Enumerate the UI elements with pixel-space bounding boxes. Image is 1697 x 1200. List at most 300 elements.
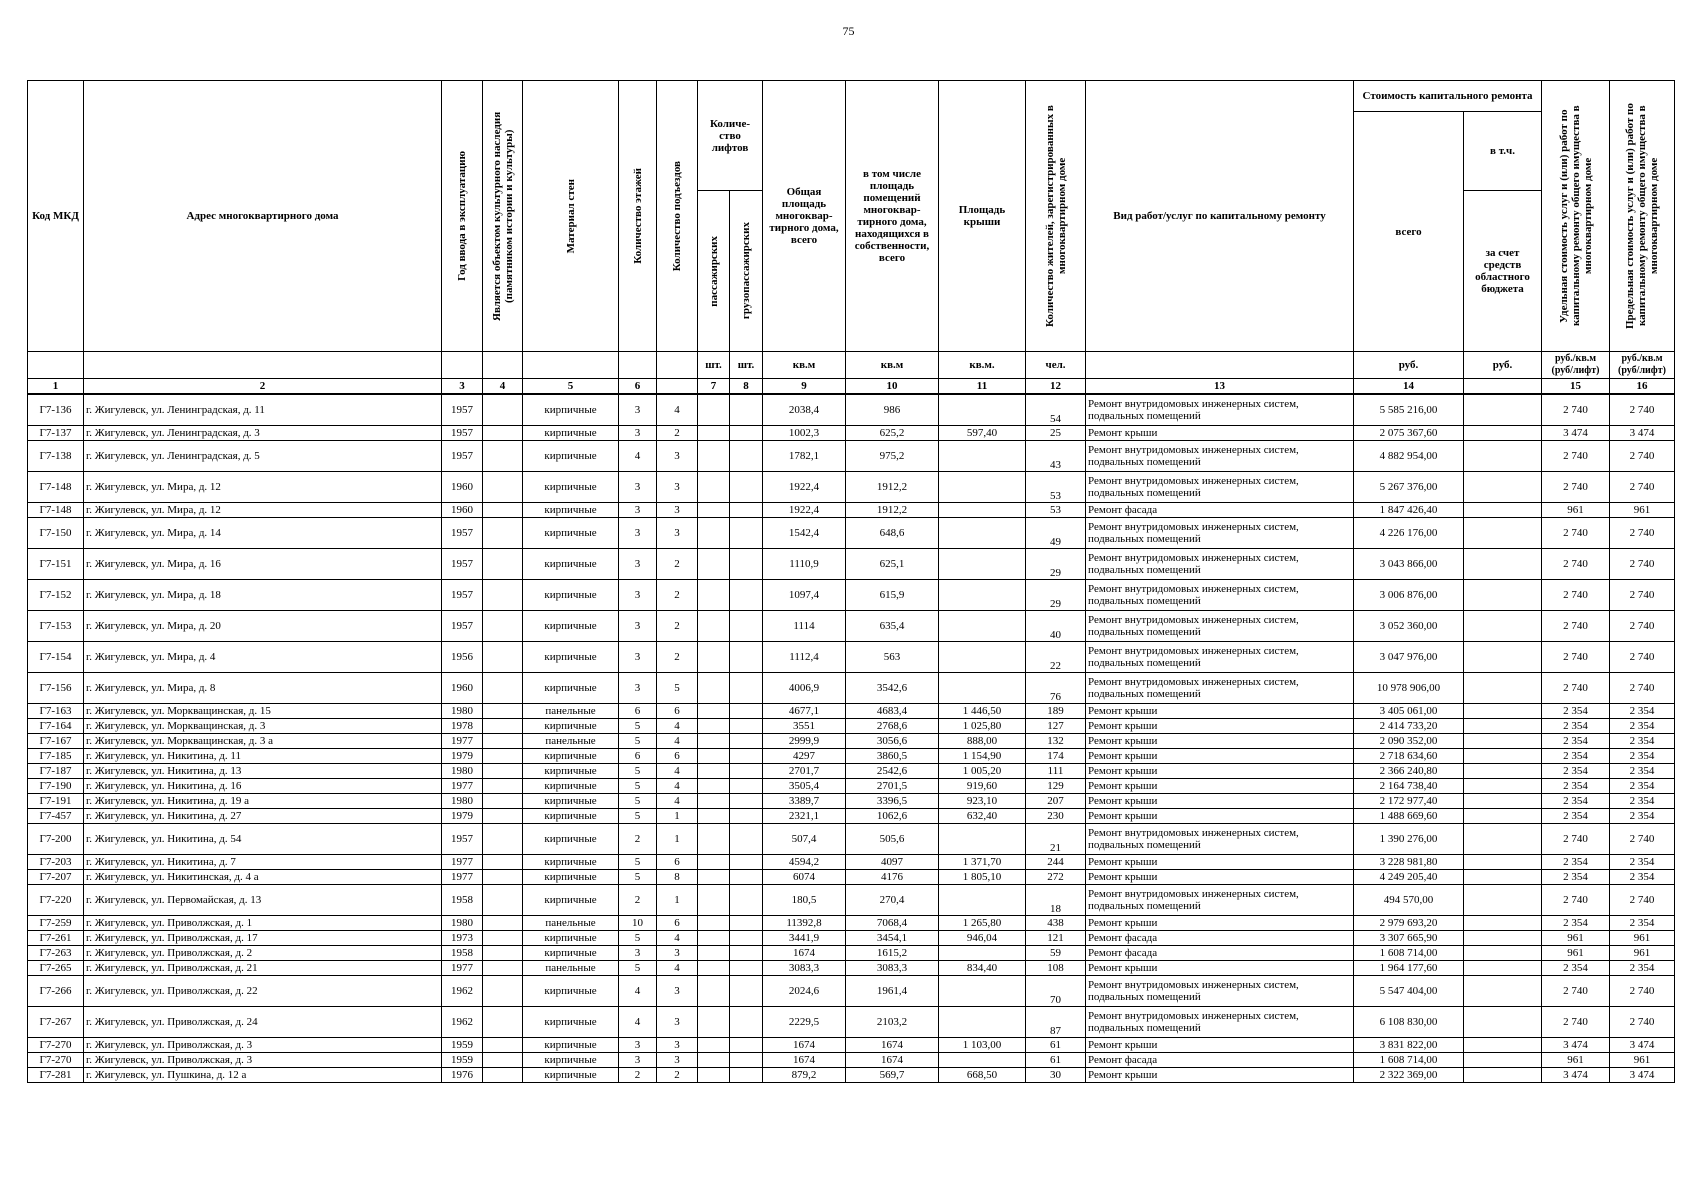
cell-unit-cost: 2 354 — [1542, 764, 1610, 779]
cell-code: Г7-148 — [28, 472, 84, 503]
cell-code: Г7-457 — [28, 809, 84, 824]
cell-address: г. Жигулевск, ул. Никитина, д. 7 — [84, 855, 442, 870]
cell-entrances: 1 — [657, 824, 698, 855]
cell-work-type: Ремонт внутридомовых инженерных систем, подвальных помещений — [1086, 642, 1354, 673]
cell-wall: кирпичные — [523, 611, 619, 642]
cell-owned-area: 3860,5 — [846, 749, 939, 764]
cell-unit-cost: 2 740 — [1542, 441, 1610, 472]
column-number: 13 — [1086, 379, 1354, 395]
cell-roof-area — [939, 946, 1026, 961]
cell-limit-cost: 2 740 — [1610, 441, 1675, 472]
cell-residents: 40 — [1026, 611, 1086, 642]
cell-entrances: 2 — [657, 426, 698, 441]
cell-code: Г7-281 — [28, 1068, 84, 1083]
cell-heritage — [483, 764, 523, 779]
cell-cost-total: 1 390 276,00 — [1354, 824, 1464, 855]
cell-year: 1957 — [442, 611, 483, 642]
table-row — [28, 961, 1675, 976]
cell-code: Г7-152 — [28, 580, 84, 611]
cell-code: Г7-259 — [28, 916, 84, 931]
cell-address: г. Жигулевск, ул. Никитина, д. 13 — [84, 764, 442, 779]
cell-residents: 127 — [1026, 719, 1086, 734]
cell-regional — [1464, 719, 1542, 734]
header-heritage: Является объектом культурного наследия (памятником истории и культуры) — [483, 81, 523, 352]
table-row — [28, 518, 1675, 549]
cell-cost-total: 3 006 876,00 — [1354, 580, 1464, 611]
cell-freight-lifts — [730, 749, 763, 764]
cell-passenger-lifts — [698, 1038, 730, 1053]
cell-heritage — [483, 472, 523, 503]
column-number: 5 — [523, 379, 619, 395]
cell-code: Г7-138 — [28, 441, 84, 472]
cell-limit-cost: 2 354 — [1610, 719, 1675, 734]
table-body — [28, 394, 1675, 1083]
cell-owned-area: 3083,3 — [846, 961, 939, 976]
cell-regional — [1464, 916, 1542, 931]
cell-heritage — [483, 704, 523, 719]
column-number: 14 — [1354, 379, 1464, 395]
cell-roof-area: 1 371,70 — [939, 855, 1026, 870]
cell-total-area: 1922,4 — [763, 503, 846, 518]
cell-work-type: Ремонт крыши — [1086, 916, 1354, 931]
cell-unit-cost: 2 740 — [1542, 394, 1610, 426]
cell-cost-total: 494 570,00 — [1354, 885, 1464, 916]
cell-floors: 3 — [619, 642, 657, 673]
cell-owned-area: 3056,6 — [846, 734, 939, 749]
cell-entrances: 3 — [657, 1007, 698, 1038]
cell-limit-cost: 2 740 — [1610, 642, 1675, 673]
cell-limit-cost: 2 740 — [1610, 673, 1675, 704]
cell-owned-area: 635,4 — [846, 611, 939, 642]
cell-freight-lifts — [730, 855, 763, 870]
cell-regional — [1464, 734, 1542, 749]
cell-work-type: Ремонт крыши — [1086, 1068, 1354, 1083]
cell-heritage — [483, 642, 523, 673]
cell-owned-area: 1912,2 — [846, 472, 939, 503]
table-row — [28, 426, 1675, 441]
cell-floors: 4 — [619, 441, 657, 472]
cell-address: г. Жигулевск, ул. Пушкина, д. 12 а — [84, 1068, 442, 1083]
cell-cost-total: 4 226 176,00 — [1354, 518, 1464, 549]
cell-passenger-lifts — [698, 870, 730, 885]
cell-heritage — [483, 961, 523, 976]
cell-residents: 61 — [1026, 1053, 1086, 1068]
cell-cost-total: 5 267 376,00 — [1354, 472, 1464, 503]
cell-total-area: 1110,9 — [763, 549, 846, 580]
cell-unit-cost: 2 740 — [1542, 580, 1610, 611]
cell-wall: кирпичные — [523, 855, 619, 870]
cell-cost-total: 5 585 216,00 — [1354, 394, 1464, 426]
cell-passenger-lifts — [698, 1007, 730, 1038]
cell-heritage — [483, 734, 523, 749]
cell-residents: 121 — [1026, 931, 1086, 946]
cell-limit-cost: 2 354 — [1610, 961, 1675, 976]
cell-address: г. Жигулевск, ул. Приволжская, д. 2 — [84, 946, 442, 961]
cell-limit-cost: 961 — [1610, 1053, 1675, 1068]
cell-unit-cost: 2 354 — [1542, 719, 1610, 734]
cell-passenger-lifts — [698, 916, 730, 931]
cell-roof-area: 668,50 — [939, 1068, 1026, 1083]
cell-code: Г7-190 — [28, 779, 84, 794]
cell-residents: 230 — [1026, 809, 1086, 824]
cell-year: 1960 — [442, 472, 483, 503]
cell-code: Г7-270 — [28, 1038, 84, 1053]
header-roof-area: Площадь крыши — [939, 81, 1026, 352]
cell-heritage — [483, 1038, 523, 1053]
cell-residents: 174 — [1026, 749, 1086, 764]
cell-code: Г7-185 — [28, 749, 84, 764]
cell-total-area: 1674 — [763, 1053, 846, 1068]
cell-entrances: 3 — [657, 976, 698, 1007]
cell-entrances: 4 — [657, 764, 698, 779]
table-header — [28, 81, 1675, 395]
header-passenger: пассажирских — [698, 191, 730, 352]
cell-passenger-lifts — [698, 642, 730, 673]
column-number: 15 — [1542, 379, 1610, 395]
cell-floors: 6 — [619, 749, 657, 764]
cell-work-type: Ремонт крыши — [1086, 809, 1354, 824]
cell-owned-area: 2542,6 — [846, 764, 939, 779]
cell-entrances: 3 — [657, 1038, 698, 1053]
cell-limit-cost: 3 474 — [1610, 1038, 1675, 1053]
cell-cost-total: 2 366 240,80 — [1354, 764, 1464, 779]
cell-freight-lifts — [730, 885, 763, 916]
column-number: 8 — [730, 379, 763, 395]
cell-wall: кирпичные — [523, 441, 619, 472]
cell-wall: кирпичные — [523, 642, 619, 673]
cell-limit-cost: 2 354 — [1610, 916, 1675, 931]
cell-unit-cost: 2 740 — [1542, 673, 1610, 704]
cell-total-area: 6074 — [763, 870, 846, 885]
cell-floors: 4 — [619, 1007, 657, 1038]
cell-address: г. Жигулевск, ул. Мира, д. 16 — [84, 549, 442, 580]
cell-freight-lifts — [730, 580, 763, 611]
cell-total-area: 2701,7 — [763, 764, 846, 779]
cell-limit-cost: 2 740 — [1610, 580, 1675, 611]
cell-entrances: 4 — [657, 779, 698, 794]
cell-regional — [1464, 764, 1542, 779]
cell-entrances: 6 — [657, 749, 698, 764]
cell-entrances: 4 — [657, 719, 698, 734]
cell-wall: кирпичные — [523, 549, 619, 580]
cell-unit-cost: 2 740 — [1542, 611, 1610, 642]
cell-regional — [1464, 580, 1542, 611]
table-row — [28, 394, 1675, 426]
column-number: 9 — [763, 379, 846, 395]
cell-work-type: Ремонт внутридомовых инженерных систем, подвальных помещений — [1086, 824, 1354, 855]
cell-floors: 5 — [619, 961, 657, 976]
cell-regional — [1464, 611, 1542, 642]
cell-freight-lifts — [730, 503, 763, 518]
cell-year: 1960 — [442, 503, 483, 518]
cell-floors: 5 — [619, 855, 657, 870]
cell-unit-cost: 961 — [1542, 1053, 1610, 1068]
cell-total-area: 507,4 — [763, 824, 846, 855]
cell-residents: 61 — [1026, 1038, 1086, 1053]
cell-work-type: Ремонт внутридомовых инженерных систем, подвальных помещений — [1086, 580, 1354, 611]
cell-residents: 53 — [1026, 503, 1086, 518]
cell-wall: кирпичные — [523, 518, 619, 549]
cell-work-type: Ремонт крыши — [1086, 870, 1354, 885]
cell-roof-area — [939, 976, 1026, 1007]
cell-work-type: Ремонт внутридомовых инженерных систем, подвальных помещений — [1086, 394, 1354, 426]
cell-passenger-lifts — [698, 809, 730, 824]
cell-work-type: Ремонт внутридомовых инженерных систем, подвальных помещений — [1086, 611, 1354, 642]
cell-unit-cost: 961 — [1542, 931, 1610, 946]
cell-code: Г7-265 — [28, 961, 84, 976]
cell-work-type: Ремонт фасада — [1086, 1053, 1354, 1068]
table-row — [28, 976, 1675, 1007]
cell-heritage — [483, 824, 523, 855]
cell-wall: панельные — [523, 704, 619, 719]
cell-cost-total: 2 172 977,40 — [1354, 794, 1464, 809]
cell-regional — [1464, 426, 1542, 441]
cell-floors: 2 — [619, 885, 657, 916]
table-row — [28, 1038, 1675, 1053]
table-row — [28, 719, 1675, 734]
cell-unit-cost: 2 354 — [1542, 916, 1610, 931]
header-limit-cost: Предельная стоимость услуг и (или) работ по капитальному ремонту общего имущества в многоквартирном доме — [1610, 81, 1675, 352]
cell-year: 1978 — [442, 719, 483, 734]
cell-owned-area: 625,1 — [846, 549, 939, 580]
cell-year: 1962 — [442, 976, 483, 1007]
cell-entrances: 8 — [657, 870, 698, 885]
cell-freight-lifts — [730, 518, 763, 549]
column-numbers-row — [28, 379, 1675, 395]
cell-residents: 22 — [1026, 642, 1086, 673]
cell-cost-total: 1 608 714,00 — [1354, 1053, 1464, 1068]
cell-floors: 6 — [619, 704, 657, 719]
cell-owned-area: 975,2 — [846, 441, 939, 472]
cell-residents: 438 — [1026, 916, 1086, 931]
cell-unit-cost: 2 354 — [1542, 961, 1610, 976]
cell-passenger-lifts — [698, 549, 730, 580]
cell-total-area: 4677,1 — [763, 704, 846, 719]
cell-limit-cost: 2 354 — [1610, 870, 1675, 885]
unit-pcs: шт. — [698, 352, 730, 379]
cell-regional — [1464, 961, 1542, 976]
column-number: 6 — [619, 379, 657, 395]
cell-work-type: Ремонт внутридомовых инженерных систем, подвальных помещений — [1086, 472, 1354, 503]
cell-limit-cost: 2 354 — [1610, 764, 1675, 779]
cell-address: г. Жигулевск, ул. Приволжская, д. 17 — [84, 931, 442, 946]
cell-residents: 189 — [1026, 704, 1086, 719]
cell-code: Г7-220 — [28, 885, 84, 916]
table-row — [28, 1068, 1675, 1083]
cell-residents: 70 — [1026, 976, 1086, 1007]
cell-heritage — [483, 1068, 523, 1083]
cell-cost-total: 3 052 360,00 — [1354, 611, 1464, 642]
cell-roof-area: 597,40 — [939, 426, 1026, 441]
cell-residents: 129 — [1026, 779, 1086, 794]
cell-floors: 3 — [619, 472, 657, 503]
cell-owned-area: 270,4 — [846, 885, 939, 916]
header-floors: Количество этажей — [619, 81, 657, 352]
cell-floors: 5 — [619, 809, 657, 824]
cell-limit-cost: 2 740 — [1610, 518, 1675, 549]
cell-regional — [1464, 1053, 1542, 1068]
column-number: 16 — [1610, 379, 1675, 395]
table-row — [28, 734, 1675, 749]
unit-sqm: кв.м. — [939, 352, 1026, 379]
cell-passenger-lifts — [698, 1068, 730, 1083]
cell-wall: панельные — [523, 916, 619, 931]
cell-freight-lifts — [730, 824, 763, 855]
cell-roof-area: 1 005,20 — [939, 764, 1026, 779]
cell-regional — [1464, 642, 1542, 673]
cell-work-type: Ремонт внутридомовых инженерных систем, подвальных помещений — [1086, 976, 1354, 1007]
cell-residents: 25 — [1026, 426, 1086, 441]
cell-address: г. Жигулевск, ул. Приволжская, д. 3 — [84, 1038, 442, 1053]
cell-total-area: 1922,4 — [763, 472, 846, 503]
unit-pcs: шт. — [730, 352, 763, 379]
cell-residents: 43 — [1026, 441, 1086, 472]
header-cost-total: всего — [1354, 112, 1464, 352]
table-row — [28, 824, 1675, 855]
unit-rub-sqm: руб./кв.м (руб/лифт) — [1610, 352, 1675, 379]
cell-wall: кирпичные — [523, 426, 619, 441]
cell-residents: 59 — [1026, 946, 1086, 961]
header-code: Код МКД — [28, 81, 84, 352]
cell-roof-area — [939, 611, 1026, 642]
header-lifts: Количе-ство лифтов — [698, 81, 763, 191]
cell-roof-area — [939, 503, 1026, 518]
cell-year: 1962 — [442, 1007, 483, 1038]
cell-unit-cost: 2 354 — [1542, 749, 1610, 764]
header-freight: грузопассажирских — [730, 191, 763, 352]
cell-total-area: 2321,1 — [763, 809, 846, 824]
cell-address: г. Жигулевск, ул. Мира, д. 12 — [84, 472, 442, 503]
cell-code: Г7-207 — [28, 870, 84, 885]
cell-freight-lifts — [730, 931, 763, 946]
cell-floors: 3 — [619, 1038, 657, 1053]
cell-passenger-lifts — [698, 472, 730, 503]
column-number: 1 — [28, 379, 84, 395]
cell-regional — [1464, 749, 1542, 764]
cell-code: Г7-164 — [28, 719, 84, 734]
cell-residents: 30 — [1026, 1068, 1086, 1083]
cell-year: 1976 — [442, 1068, 483, 1083]
cell-total-area: 1674 — [763, 946, 846, 961]
cell-residents: 54 — [1026, 394, 1086, 426]
table-row — [28, 1007, 1675, 1038]
cell-residents: 272 — [1026, 870, 1086, 885]
cell-address: г. Жигулевск, ул. Никитина, д. 16 — [84, 779, 442, 794]
cell-work-type: Ремонт фасада — [1086, 946, 1354, 961]
cell-roof-area: 923,10 — [939, 794, 1026, 809]
cell-code: Г7-261 — [28, 931, 84, 946]
cell-year: 1977 — [442, 734, 483, 749]
cell-cost-total: 2 414 733,20 — [1354, 719, 1464, 734]
cell-heritage — [483, 855, 523, 870]
cell-year: 1957 — [442, 426, 483, 441]
cell-regional — [1464, 472, 1542, 503]
cell-code: Г7-200 — [28, 824, 84, 855]
cell-owned-area: 3454,1 — [846, 931, 939, 946]
cell-total-area: 1112,4 — [763, 642, 846, 673]
cell-regional — [1464, 441, 1542, 472]
cell-freight-lifts — [730, 1038, 763, 1053]
table-row — [28, 673, 1675, 704]
cell-entrances: 1 — [657, 885, 698, 916]
cell-year: 1957 — [442, 441, 483, 472]
cell-total-area: 3083,3 — [763, 961, 846, 976]
unit-rub: руб. — [1464, 352, 1542, 379]
cell-total-area: 2024,6 — [763, 976, 846, 1007]
cell-wall: кирпичные — [523, 394, 619, 426]
cell-year: 1979 — [442, 749, 483, 764]
cell-wall: кирпичные — [523, 719, 619, 734]
cell-work-type: Ремонт внутридомовых инженерных систем, подвальных помещений — [1086, 441, 1354, 472]
cell-heritage — [483, 441, 523, 472]
cell-unit-cost: 3 474 — [1542, 1038, 1610, 1053]
cell-passenger-lifts — [698, 426, 730, 441]
cell-work-type: Ремонт крыши — [1086, 1038, 1354, 1053]
cell-passenger-lifts — [698, 1053, 730, 1068]
cell-year: 1980 — [442, 916, 483, 931]
table-row — [28, 809, 1675, 824]
cell-wall: панельные — [523, 734, 619, 749]
cell-floors: 5 — [619, 734, 657, 749]
cell-owned-area: 1062,6 — [846, 809, 939, 824]
cell-regional — [1464, 870, 1542, 885]
cell-code: Г7-187 — [28, 764, 84, 779]
cell-residents: 207 — [1026, 794, 1086, 809]
cell-address: г. Жигулевск, ул. Приволжская, д. 21 — [84, 961, 442, 976]
header-address: Адрес многоквартирного дома — [84, 81, 442, 352]
cell-regional — [1464, 503, 1542, 518]
cell-unit-cost: 2 354 — [1542, 870, 1610, 885]
cell-floors: 3 — [619, 518, 657, 549]
cell-cost-total: 3 405 061,00 — [1354, 704, 1464, 719]
cell-unit-cost: 2 740 — [1542, 518, 1610, 549]
cell-freight-lifts — [730, 870, 763, 885]
cell-cost-total: 2 164 738,40 — [1354, 779, 1464, 794]
cell-entrances: 4 — [657, 794, 698, 809]
cell-heritage — [483, 916, 523, 931]
cell-passenger-lifts — [698, 441, 730, 472]
header-total-area: Общая площадь многоквар-тирного дома, всего — [763, 81, 846, 352]
cell-address: г. Жигулевск, ул. Приволжская, д. 22 — [84, 976, 442, 1007]
cell-heritage — [483, 549, 523, 580]
table-row — [28, 503, 1675, 518]
cell-entrances: 6 — [657, 855, 698, 870]
cell-residents: 76 — [1026, 673, 1086, 704]
cell-entrances: 6 — [657, 916, 698, 931]
cell-year: 1957 — [442, 518, 483, 549]
cell-floors: 3 — [619, 946, 657, 961]
cell-heritage — [483, 976, 523, 1007]
cell-wall: кирпичные — [523, 779, 619, 794]
cell-entrances: 4 — [657, 931, 698, 946]
cell-limit-cost: 961 — [1610, 503, 1675, 518]
header-entrances: Количество подъездов — [657, 81, 698, 352]
cell-owned-area: 3542,6 — [846, 673, 939, 704]
cell-wall: кирпичные — [523, 870, 619, 885]
cell-passenger-lifts — [698, 764, 730, 779]
cell-heritage — [483, 749, 523, 764]
cell-floors: 3 — [619, 549, 657, 580]
cell-roof-area: 1 103,00 — [939, 1038, 1026, 1053]
cell-roof-area: 919,60 — [939, 779, 1026, 794]
cell-heritage — [483, 719, 523, 734]
cell-wall: кирпичные — [523, 503, 619, 518]
cell-passenger-lifts — [698, 946, 730, 961]
cell-freight-lifts — [730, 426, 763, 441]
cell-unit-cost: 2 354 — [1542, 855, 1610, 870]
cell-residents: 108 — [1026, 961, 1086, 976]
cell-entrances: 3 — [657, 472, 698, 503]
